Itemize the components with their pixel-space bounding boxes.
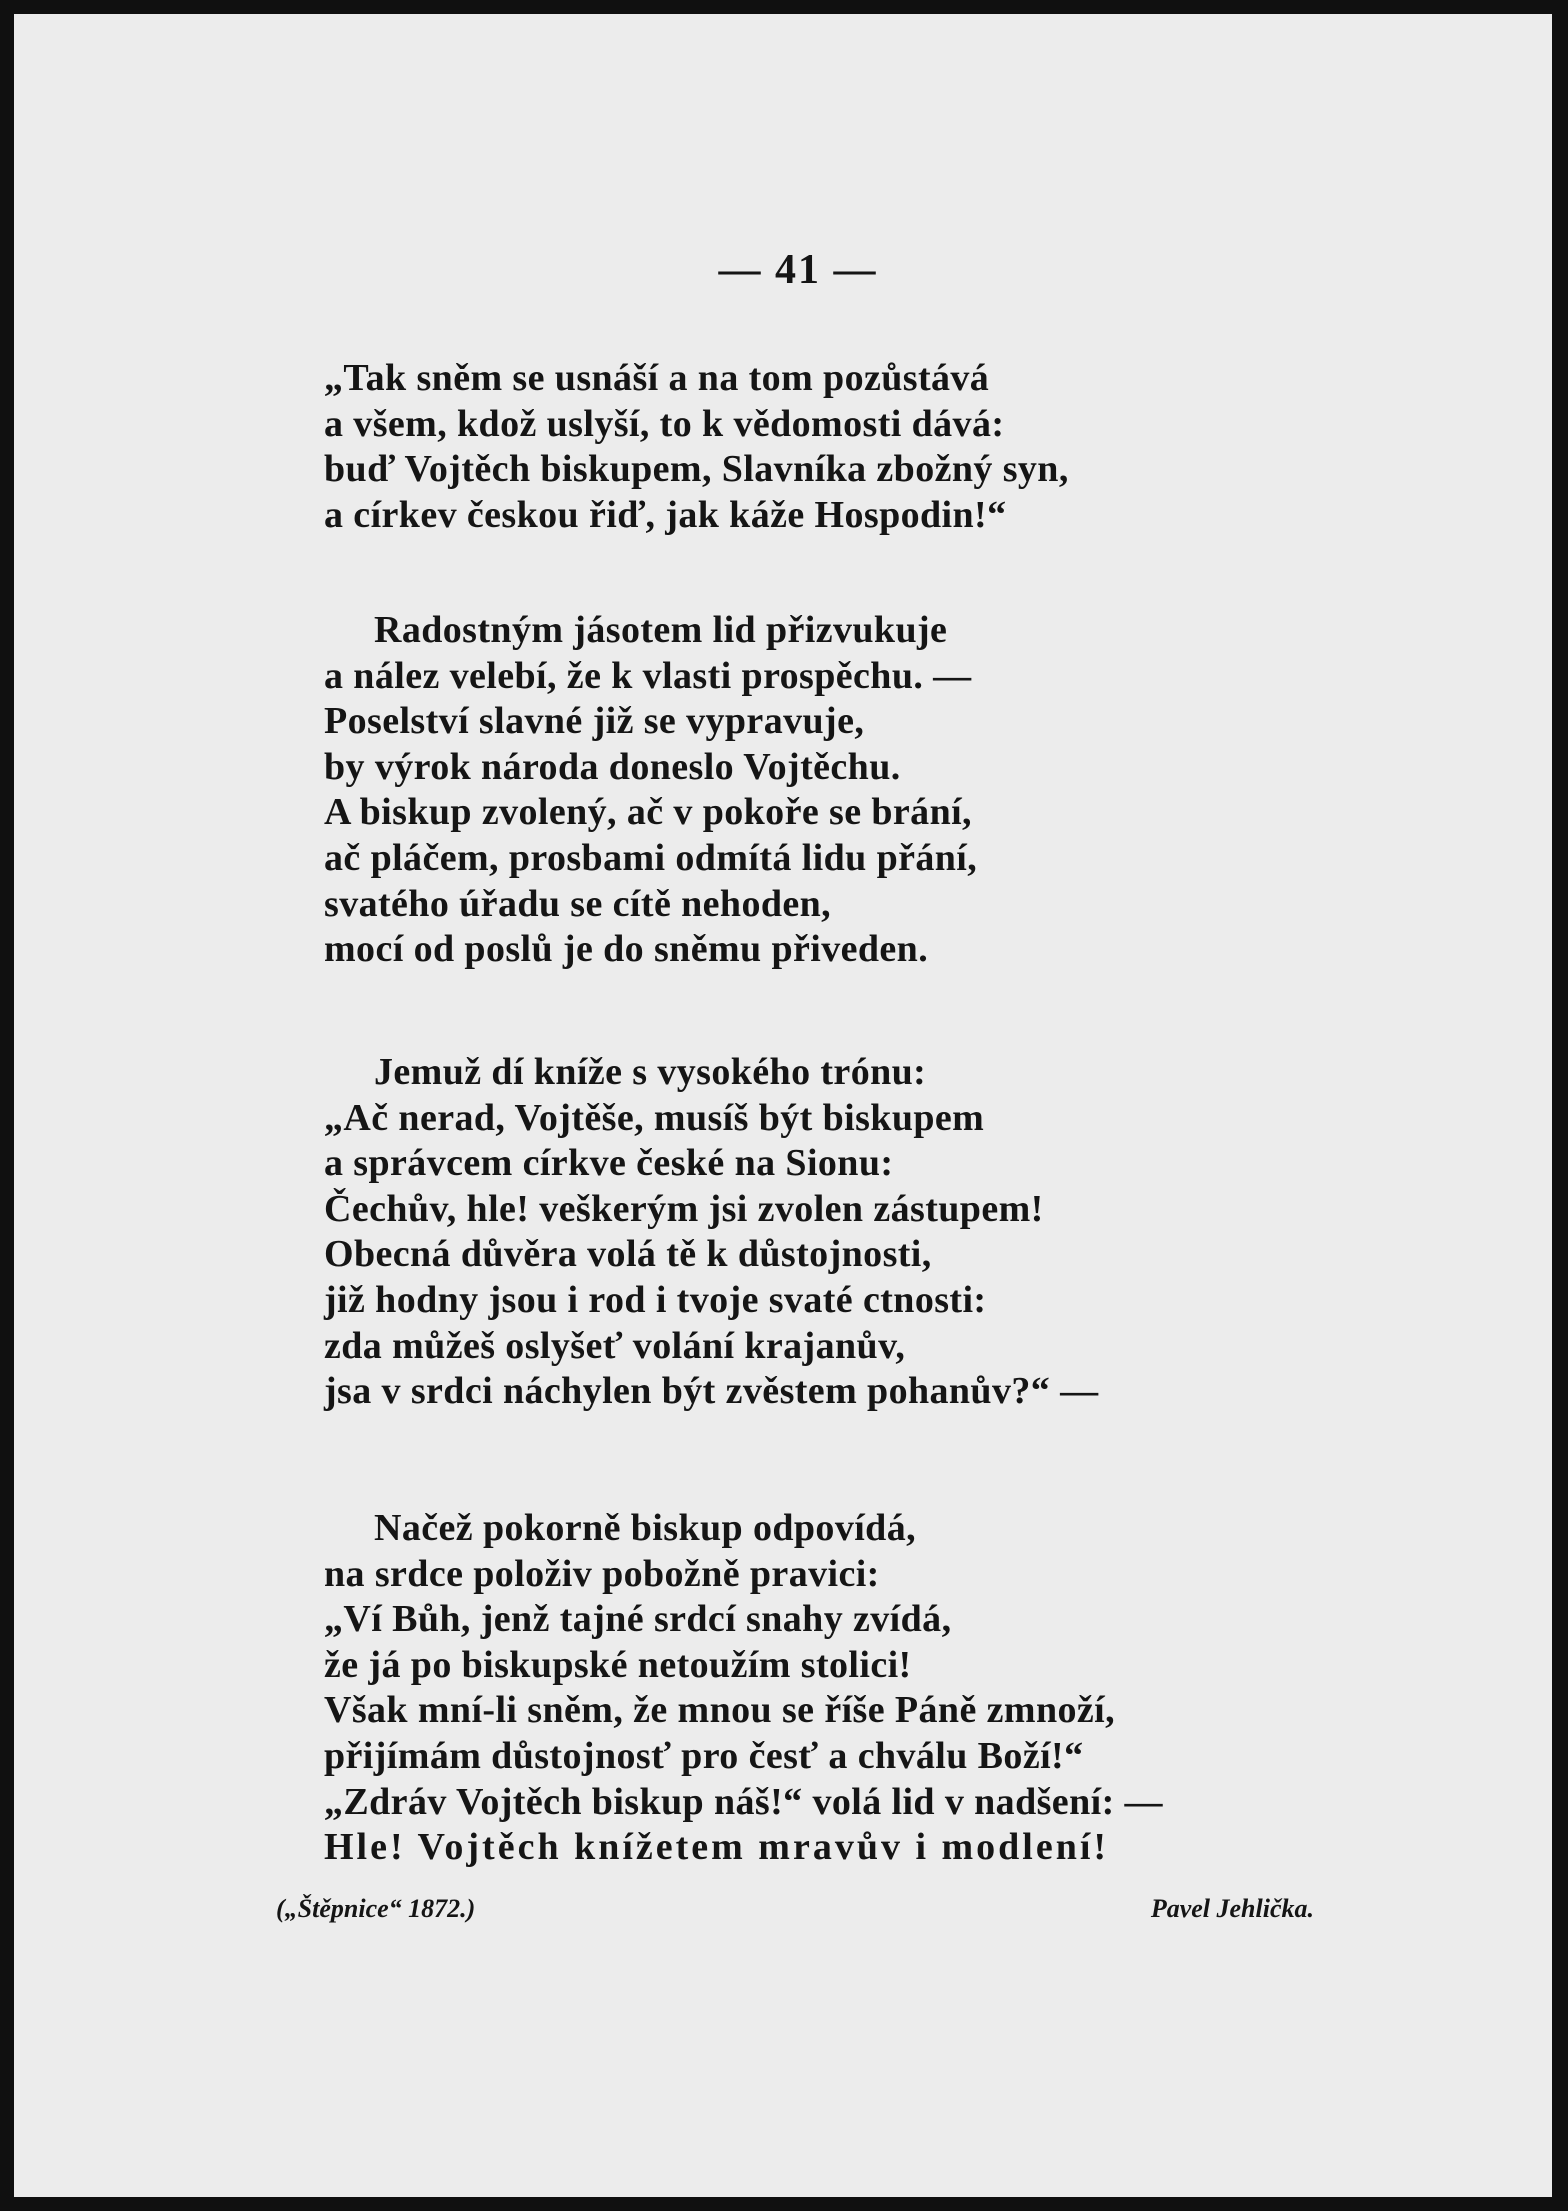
verse-line: na srdce položiv pobožně pravici: xyxy=(324,1552,880,1595)
verse-line: a nález velebí, že k vlasti prospěchu. — xyxy=(324,654,972,697)
verse-line: zda můžeš oslyšeť volání krajanův, xyxy=(324,1324,906,1367)
verse-line: již hodny jsou i rod i tvoje svaté ctnosti: xyxy=(324,1278,987,1321)
stanza-4 xyxy=(324,1506,1324,1871)
book-page xyxy=(14,14,1552,2197)
verse-line: „Ví Bůh, jenž tajné srdcí snahy zvídá, xyxy=(324,1598,952,1641)
stanza-3 xyxy=(324,1050,1324,1415)
verse-line: Poselství slavné již se vypravuje, xyxy=(324,700,865,743)
verse-line: Však mní-li sněm, že mnou se říše Páně zmnoží, xyxy=(324,1689,1115,1732)
verse-line: že já po biskupské netoužím stolici! xyxy=(324,1643,912,1686)
page-number: — 41 — xyxy=(718,247,878,293)
author-signature: Pavel Jehlička. xyxy=(1150,1894,1314,1923)
verse-line: a všem, kdož uslyší, to k vědomosti dává: xyxy=(324,402,1005,445)
verse-line: a správcem církve české na Sionu: xyxy=(324,1142,894,1185)
page-content xyxy=(14,14,1552,2197)
verse-line: ač pláčem, prosbami odmítá lidu přání, xyxy=(324,836,978,879)
verse-line: by výrok národa doneslo Vojtěchu. xyxy=(324,745,901,788)
stanza-1 xyxy=(324,356,1324,538)
verse-line: Hle! Vojtěch knížetem mravův i modlení! xyxy=(324,1826,1110,1869)
verse-line: „Tak sněm se usnáší a na tom pozůstává xyxy=(324,357,990,399)
verse-line: a církev českou řiď, jak káže Hospodin!“ xyxy=(324,493,1007,536)
verse-line: Obecná důvěra volá tě k důstojnosti, xyxy=(324,1233,932,1276)
verse-line: přijímám důstojnosť pro česť a chválu Boží!“ xyxy=(324,1734,1084,1777)
source-citation: („Štěpnice“ 1872.) xyxy=(276,1894,476,1923)
stanza-2 xyxy=(324,608,1324,973)
verse-line: Načež pokorně biskup odpovídá, xyxy=(374,1507,917,1549)
verse-line: Čechův, hle! veškerým jsi zvolen zástupem! xyxy=(324,1187,1044,1230)
verse-line: Jemuž dí kníže s vysokého trónu: xyxy=(374,1051,927,1093)
verse-line: A biskup zvolený, ač v pokoře se brání, xyxy=(324,791,972,834)
verse-line: Radostným jásotem lid přizvukuje xyxy=(374,609,948,651)
verse-line: mocí od poslů je do sněmu přiveden. xyxy=(324,928,929,971)
verse-line: „Ač nerad, Vojtěše, musíš být biskupem xyxy=(324,1096,985,1139)
verse-line: „Zdráv Vojtěch biskup náš!“ volá lid v nadšení: — xyxy=(324,1780,1163,1823)
verse-line: buď Vojtěch biskupem, Slavníka zbožný syn, xyxy=(324,448,1069,491)
verse-line: jsa v srdci náchylen být zvěstem pohanův?“ — xyxy=(324,1370,1099,1413)
verse-line: svatého úřadu se cítě nehoden, xyxy=(324,882,832,925)
